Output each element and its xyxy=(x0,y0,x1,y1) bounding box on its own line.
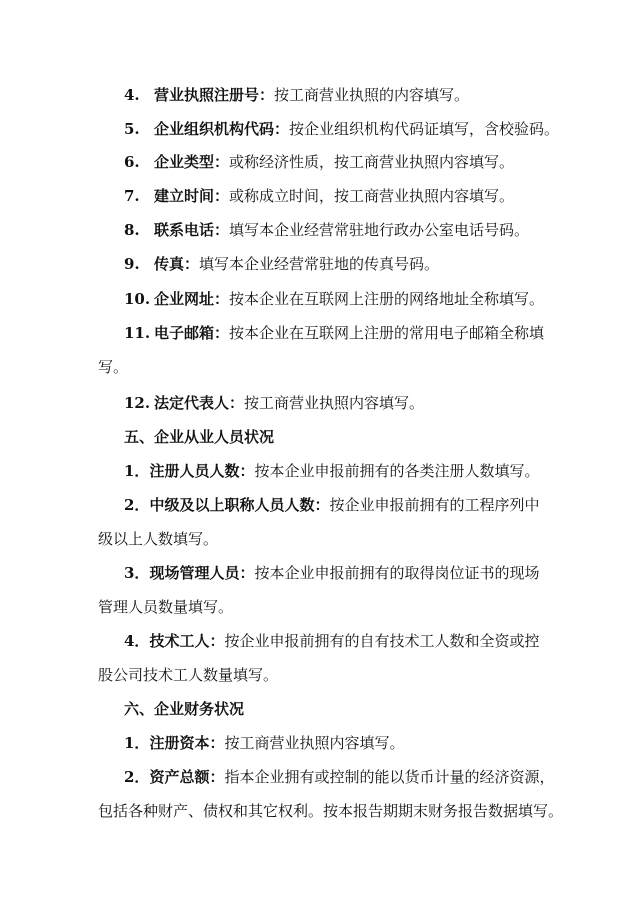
item-label: 资产总额： xyxy=(149,768,225,786)
item-label: 电子邮箱： xyxy=(154,324,230,342)
item-7 xyxy=(124,185,574,207)
item-text: 或称经济性质，按工商营业执照内容填写。 xyxy=(229,153,515,171)
item-number: 1． xyxy=(124,734,150,752)
item-label: 中级及以上职称人员人数： xyxy=(149,496,330,514)
item-text: 按本企业申报前拥有的各类注册人数填写。 xyxy=(254,462,540,480)
item-label: 法定代表人： xyxy=(154,394,245,412)
item-label: 技术工人： xyxy=(149,632,225,650)
item-label: 现场管理人员： xyxy=(149,564,255,582)
item-number: 1． xyxy=(124,462,150,480)
item-text: 填写本企业经营常驻地的传真号码。 xyxy=(199,255,440,273)
section-5-item-1 xyxy=(124,460,574,482)
item-label: 建立时间： xyxy=(154,187,230,205)
section-5-item-3-continuation: 管理人员数量填写。 xyxy=(98,598,234,616)
item-number: 11. xyxy=(124,324,151,342)
section-6-item-2-continuation: 包括各种财产、债权和其它权利。按本报告期期末财务报告数据填写。 xyxy=(98,802,564,820)
item-text: 按工商营业执照内容填写。 xyxy=(224,734,405,752)
item-9 xyxy=(124,253,574,275)
item-12 xyxy=(124,392,574,414)
section-5-item-4 xyxy=(124,630,574,652)
item-label: 企业组织机构代码： xyxy=(154,120,290,138)
item-text: 按工商营业执照的内容填写。 xyxy=(274,86,470,104)
item-11-continuation: 写。 xyxy=(98,358,129,376)
item-label: 传真： xyxy=(154,255,200,273)
item-4 xyxy=(124,84,574,106)
item-10 xyxy=(124,288,574,310)
section-6-item-1 xyxy=(124,732,574,754)
item-number: 12. xyxy=(124,394,151,412)
item-text: 指本企业拥有或控制的能以货币计量的经济资源， xyxy=(224,768,555,786)
item-text: 按本企业在互联网上注册的网络地址全称填写。 xyxy=(229,290,545,308)
item-number: 4． xyxy=(124,632,150,650)
section-5-item-3 xyxy=(124,562,574,584)
item-5 xyxy=(124,118,574,140)
item-text: 或称成立时间，按工商营业执照内容填写。 xyxy=(229,187,515,205)
item-label: 注册资本： xyxy=(149,734,225,752)
item-number: 9. xyxy=(124,255,140,273)
item-text: 按企业申报前拥有的工程序列中 xyxy=(329,496,540,514)
item-label: 营业执照注册号： xyxy=(154,86,275,104)
item-number: 8. xyxy=(124,221,140,239)
section-5-item-2-continuation: 级以上人数填写。 xyxy=(98,530,219,548)
item-8 xyxy=(124,219,574,241)
section-5-item-4-continuation: 股公司技术工人数量填写。 xyxy=(98,666,279,684)
item-text: 按本企业申报前拥有的取得岗位证书的现场 xyxy=(254,564,540,582)
item-number: 10. xyxy=(124,290,151,308)
item-label: 注册人员人数： xyxy=(149,462,255,480)
section-6-item-2 xyxy=(124,766,574,788)
item-text: 按企业申报前拥有的自有技术工人数和全资或控 xyxy=(224,632,540,650)
section-5-heading: 五、企业从业人员状况 xyxy=(124,428,275,446)
item-number: 6. xyxy=(124,153,140,171)
item-number: 2． xyxy=(124,768,150,786)
item-number: 7. xyxy=(124,187,140,205)
section-6-heading: 六、企业财务状况 xyxy=(124,700,245,718)
section-5-item-2 xyxy=(124,494,574,516)
item-number: 2． xyxy=(124,496,150,514)
item-text: 填写本企业经营常驻地行政办公室电话号码。 xyxy=(229,221,530,239)
item-number: 3． xyxy=(124,564,150,582)
item-label: 企业网址： xyxy=(154,290,230,308)
item-text: 按工商营业执照内容填写。 xyxy=(244,394,425,412)
item-number: 4. xyxy=(124,86,140,104)
item-11 xyxy=(124,322,574,344)
item-6 xyxy=(124,151,574,173)
item-label: 企业类型： xyxy=(154,153,230,171)
item-label: 联系电话： xyxy=(154,221,230,239)
item-text: 按企业组织机构代码证填写，含校验码。 xyxy=(289,120,560,138)
item-text: 按本企业在互联网上注册的常用电子邮箱全称填 xyxy=(229,324,545,342)
item-number: 5. xyxy=(124,120,140,138)
